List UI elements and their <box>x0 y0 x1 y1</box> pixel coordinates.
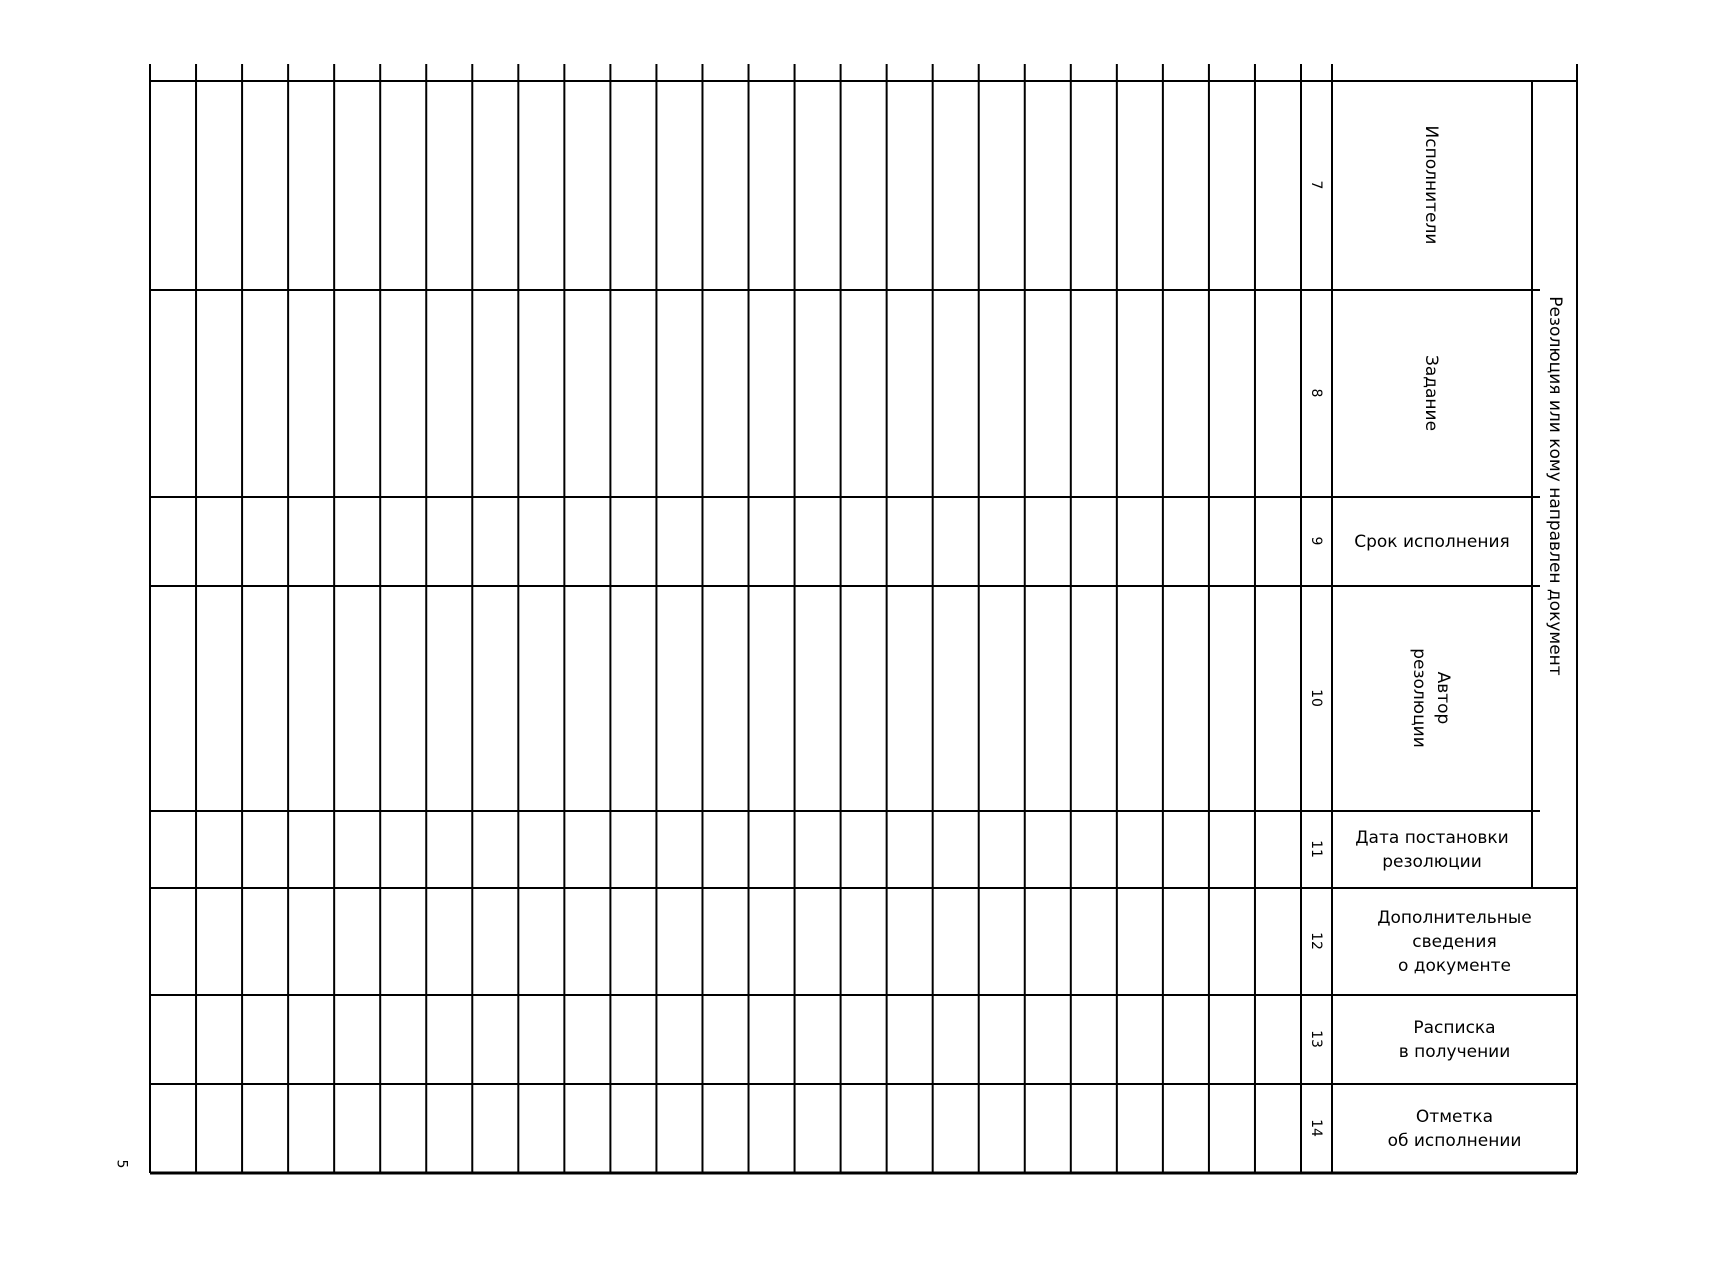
column-header-executors: Исполнители <box>1421 125 1441 245</box>
column-header-deadline: Срок исполнения <box>1354 531 1510 552</box>
column-header-task: Задание <box>1421 354 1441 432</box>
column-number-9: 9 <box>1308 536 1324 546</box>
group-header-resolution: Резолюция или кому направлен документ <box>1545 296 1565 676</box>
column-number-13: 13 <box>1308 1030 1324 1048</box>
column-header-receipt: Расписка в получении <box>1398 1017 1511 1062</box>
column-number-10: 10 <box>1308 689 1324 707</box>
column-header-additional-info: Дополнительные сведения о документе <box>1377 907 1532 976</box>
column-header-resolution-date: Дата постановки резолюции <box>1355 827 1509 872</box>
page-number: 5 <box>113 1159 130 1169</box>
column-number-12: 12 <box>1308 932 1324 950</box>
column-header-resolution-author: Автор резолюции <box>1409 648 1453 748</box>
column-number-14: 14 <box>1308 1119 1324 1137</box>
column-number-8: 8 <box>1308 388 1324 398</box>
column-header-execution-mark: Отметка об исполнении <box>1387 1106 1522 1151</box>
column-number-11: 11 <box>1308 840 1324 858</box>
column-number-7: 7 <box>1308 180 1324 190</box>
